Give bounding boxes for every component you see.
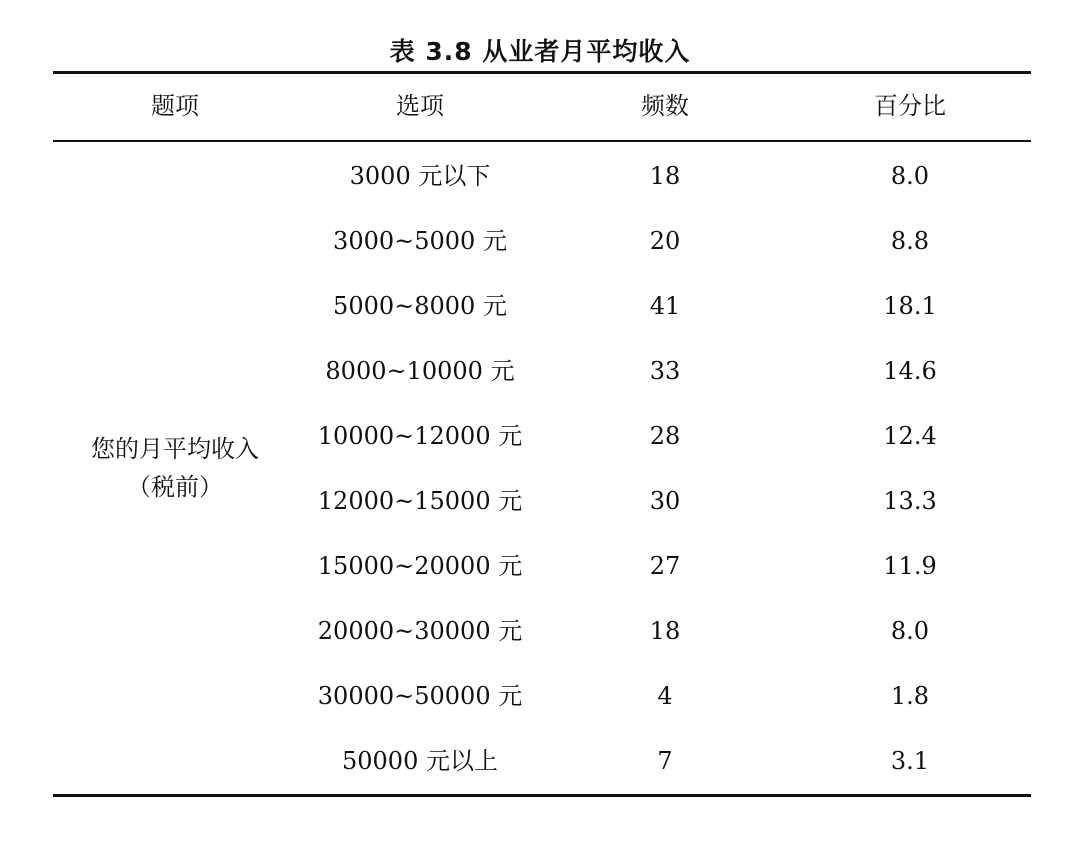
table-row-1-frequency: 20 bbox=[649, 227, 681, 255]
header-percentage: 百分比 bbox=[874, 92, 946, 120]
table-row-7-frequency: 18 bbox=[649, 617, 681, 645]
table-row-5-percentage: 13.3 bbox=[883, 487, 937, 515]
table-row-1-percentage: 8.8 bbox=[890, 227, 930, 255]
table-row-0-option: 3000 元以下 bbox=[349, 162, 491, 190]
table-row-9-option: 50000 元以上 bbox=[342, 747, 498, 775]
table-row-5-frequency: 30 bbox=[649, 487, 681, 515]
top-rule bbox=[53, 71, 1031, 74]
table-row-6-frequency: 27 bbox=[649, 552, 681, 580]
table-row-3-percentage: 14.6 bbox=[883, 357, 937, 385]
table-row-7-percentage: 8.0 bbox=[890, 617, 930, 645]
table-row-5-option: 12000~15000 元 bbox=[317, 487, 523, 515]
table-row-1-option: 3000~5000 元 bbox=[333, 227, 507, 255]
table-row-2-percentage: 18.1 bbox=[883, 292, 937, 320]
table-row-4-percentage: 12.4 bbox=[883, 422, 937, 450]
table-row-6-percentage: 11.9 bbox=[883, 552, 937, 580]
table-row-8-percentage: 1.8 bbox=[890, 682, 930, 710]
table-row-0-frequency: 18 bbox=[649, 162, 681, 190]
table-row-9-percentage: 3.1 bbox=[890, 747, 930, 775]
table-title: 表 3.8 从业者月平均收入 bbox=[389, 37, 691, 66]
bottom-rule bbox=[53, 794, 1031, 797]
table-row-0-percentage: 8.0 bbox=[890, 162, 930, 190]
table-row-9-frequency: 7 bbox=[657, 747, 673, 775]
table-row-4-option: 10000~12000 元 bbox=[317, 422, 523, 450]
header-rule bbox=[53, 140, 1031, 142]
question-label-line1: 您的月平均收入 bbox=[91, 435, 259, 463]
table-row-6-option: 15000~20000 元 bbox=[317, 552, 523, 580]
table-row-4-frequency: 28 bbox=[649, 422, 681, 450]
header-frequency: 频数 bbox=[641, 92, 689, 120]
question-label-line2: （税前） bbox=[127, 473, 223, 501]
table-row-7-option: 20000~30000 元 bbox=[317, 617, 523, 645]
table-row-2-option: 5000~8000 元 bbox=[333, 292, 507, 320]
header-option: 选项 bbox=[396, 92, 444, 120]
table-row-8-option: 30000~50000 元 bbox=[317, 682, 523, 710]
question-label bbox=[60, 430, 290, 506]
table-row-3-frequency: 33 bbox=[649, 357, 681, 385]
table-row-2-frequency: 41 bbox=[649, 292, 681, 320]
header-item: 题项 bbox=[151, 92, 199, 120]
table-row-8-frequency: 4 bbox=[657, 682, 673, 710]
table-row-3-option: 8000~10000 元 bbox=[325, 357, 515, 385]
